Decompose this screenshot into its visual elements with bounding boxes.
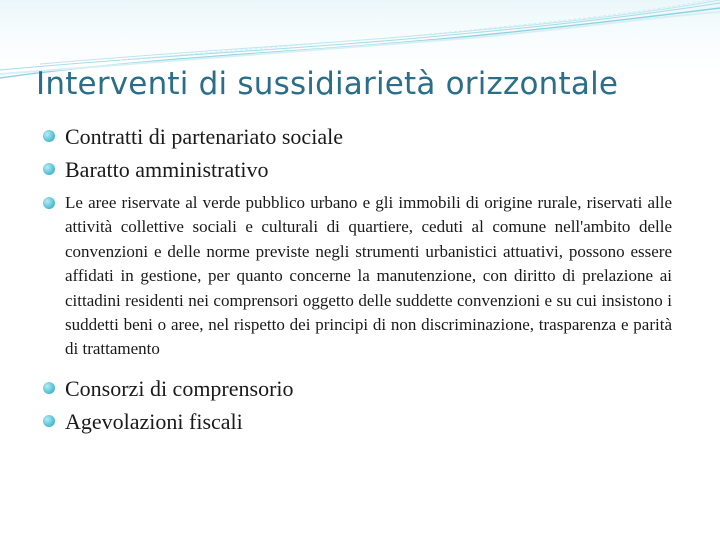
bullet-dot-icon — [43, 382, 55, 394]
bullet-text: Consorzi di comprensorio — [65, 375, 294, 401]
bullet-dot-icon — [43, 197, 55, 209]
bullet-item — [40, 153, 672, 186]
bullet-dot-icon — [43, 130, 55, 142]
bullet-dot-icon — [43, 415, 55, 427]
bullet-text: Baratto amministrativo — [65, 157, 269, 182]
bullet-text: Agevolazioni fiscali — [65, 408, 243, 434]
bullet-text: Contratti di partenariato sociale — [65, 124, 343, 149]
bullet-item — [40, 405, 672, 438]
bullet-list — [40, 120, 672, 438]
bullet-item — [40, 372, 672, 405]
bullet-text: Le aree riservate al verde pubblico urbano e gli immobili di origine rurale, riservati alle attività collettive sociali e culturali di quartiere, ceduti al comune nell'ambito delle convenzioni e delle norme previste negli strumenti urbanistici attuativi, possono essere affidati in gestione, per quanto concerne la manutenzione, con diritto di prelazione ai cittadini residenti nei comprensori oggetto delle suddette convenzioni e su cui insistono i suddetti beni o aree, nel rispetto dei principi di non discriminazione, trasparenza e parità di trattamento — [65, 193, 672, 359]
bullet-dot-icon — [43, 163, 55, 175]
bullet-item — [40, 120, 672, 153]
slide-title: Interventi di sussidiarietà orizzontale — [36, 66, 619, 102]
bullet-item — [40, 191, 672, 362]
